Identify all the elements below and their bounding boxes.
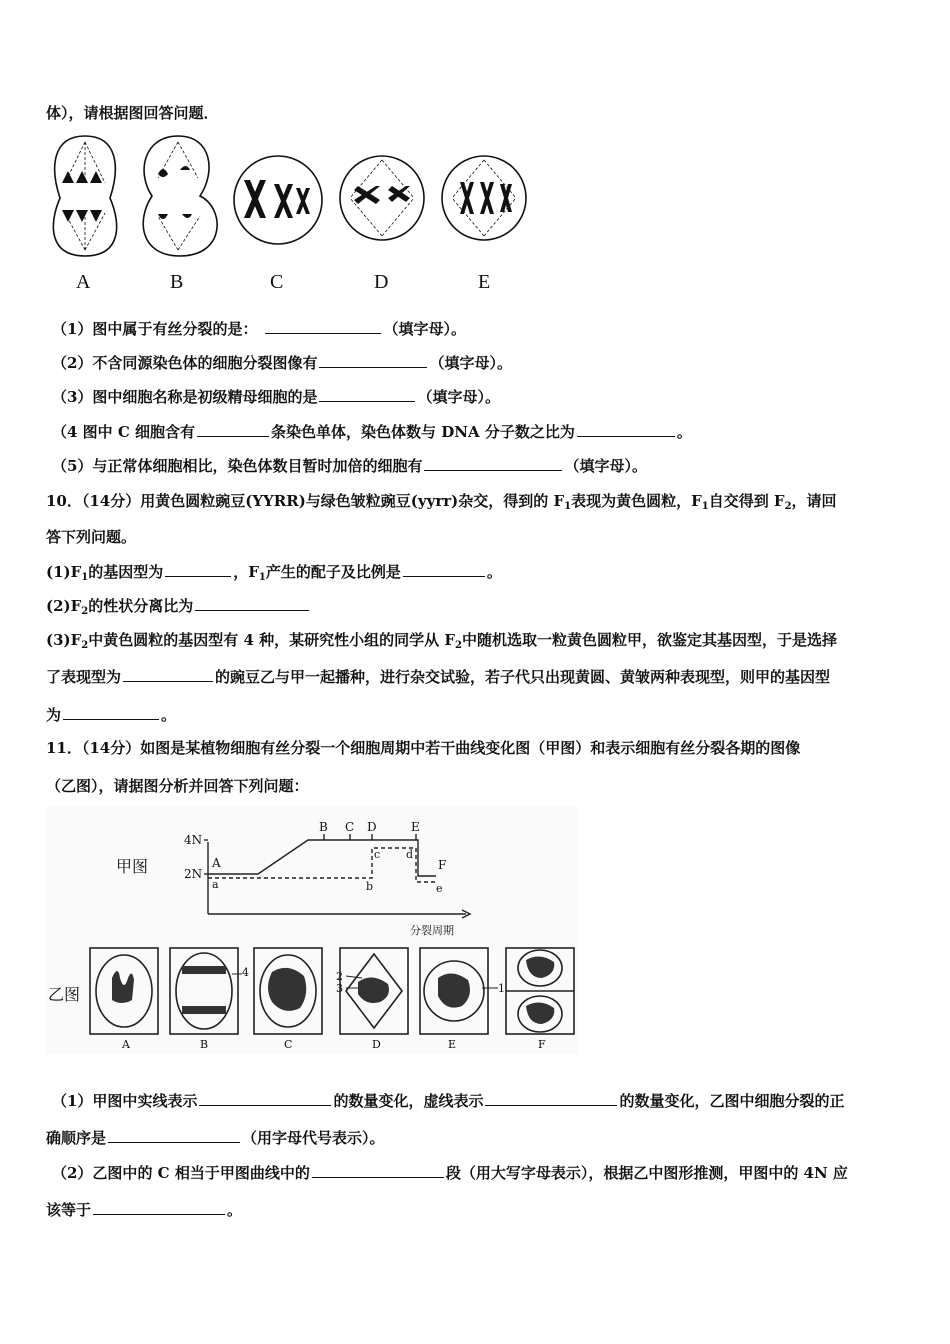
answer-blank[interactable] (195, 596, 309, 611)
q9-p5: （5）与正常体细胞相比，染色体数目暂时加倍的细胞有 （填字母）。 (52, 457, 647, 475)
y-tick-4n: 4N (184, 833, 203, 847)
cell-e (442, 156, 526, 240)
q11-p2-line2: 该等于 。 (46, 1201, 243, 1219)
answer-blank[interactable] (197, 422, 269, 437)
fig1-label-d: D (374, 271, 389, 293)
cell-b (143, 136, 217, 256)
point-c: C (345, 820, 355, 834)
jia-label: 甲图 (116, 857, 149, 876)
annotation-3: 3 (336, 982, 343, 995)
annotation-1: 1 (498, 982, 505, 995)
fig1-label-e: E (478, 271, 491, 293)
q10-stem-line2: 答下列问题。 (46, 528, 137, 546)
dash-point-e: e (436, 882, 443, 895)
cell-label-e: E (448, 1038, 457, 1051)
dash-point-d: d (406, 848, 414, 861)
cell-label-b: B (200, 1038, 209, 1051)
answer-blank[interactable] (199, 1091, 331, 1106)
answer-blank[interactable] (108, 1128, 240, 1143)
answer-blank[interactable] (123, 667, 213, 682)
cell-label-c: C (284, 1038, 293, 1051)
q10-p2: $(2)F_2$的性状分离比为 (46, 596, 311, 622)
answer-blank[interactable] (63, 705, 159, 720)
y-tick-2n: 2N (184, 867, 203, 881)
answer-blank[interactable] (165, 562, 231, 577)
cell-label-a: A (122, 1038, 130, 1051)
dash-point-c: c (374, 848, 381, 861)
fig1-label-a: A (76, 271, 91, 293)
q11-p1-line1: （1）甲图中实线表示 的数量变化，虚线表示 的数量变化，乙图中细胞分裂的正 (52, 1092, 845, 1110)
q11-p1-line2: 确顺序是 （用字母代号表示）。 (46, 1129, 385, 1147)
q10-p1: $(1)F_1$的基因型为 ，$F_1$产生的配子及比例是 。 (46, 563, 502, 583)
x-axis-label: 分裂周期 (410, 924, 454, 937)
q10-p3-line3: 为 。 (46, 706, 177, 724)
yi-label: 乙图 (48, 985, 81, 1004)
point-d: D (367, 820, 377, 834)
dash-point-a: a (212, 878, 219, 891)
point-e: E (411, 820, 420, 834)
q9-p2: （2）不含同源染色体的细胞分裂图像有 （填字母）。 (52, 354, 512, 372)
q9-p4: （4 图中 C 细胞含有 条染色单体，染色体数与 DNA 分子数之比为 。 (52, 423, 692, 441)
q10-stem-line1: 10．（14分）用黄色圆粒豌豆(YYRR)与绿色皱粒豌豆(yyrr)杂交，得到的 $F_1$表现为黄色圆粒，$F_1$自交得到 $F_2$，请回 (46, 492, 837, 512)
q9-p1: （1）图中属于有丝分裂的是： （填字母）。 (52, 320, 466, 338)
annotation-2: 2 (336, 970, 343, 983)
solid-curve (208, 840, 436, 876)
answer-blank[interactable] (424, 456, 562, 471)
dash-point-b: b (366, 880, 374, 893)
answer-blank[interactable] (577, 422, 675, 437)
q11-p2-line1: （2）乙图中的 C 相当于甲图曲线中的 段（用大写字母表示），根据乙中图形推测，甲图中的 4N 应 (52, 1164, 848, 1182)
fig1-label-b: B (170, 271, 184, 293)
answer-blank[interactable] (265, 319, 381, 334)
cell-c (234, 156, 322, 244)
answer-blank[interactable] (93, 1200, 225, 1215)
answer-blank[interactable] (312, 1163, 444, 1178)
answer-blank[interactable] (319, 353, 427, 368)
q11-stem-line1: 11．（14分）如图是某植物细胞有丝分裂一个细胞周期中若干曲线变化图（甲图）和表示细胞有丝分裂各期的图像 (46, 739, 801, 757)
dashed-curve (208, 848, 436, 882)
cell-d (340, 156, 424, 240)
point-b: B (319, 820, 328, 834)
q10-p3-line2: 了表现型为 的豌豆乙与甲一起播种，进行杂交试验，若子代只出现黄圆、黄皱两种表现型，则甲的基因型 (46, 668, 831, 686)
continuation-line: 体），请根据图回答问题． (46, 104, 219, 122)
point-a: A (212, 856, 221, 870)
answer-blank[interactable] (403, 562, 485, 577)
q10-p3-line1: $(3)F_2$中黄色圆粒的基因型有 4 种，某研究性小组的同学从 $F_2$中随机选取一粒黄色圆粒甲，欲鉴定其基因型，于是选择 (46, 631, 837, 651)
fig1-label-c: C (270, 271, 284, 293)
point-f: F (438, 858, 447, 872)
annotation-4: 4 (242, 966, 249, 979)
q9-p3: （3）图中细胞名称是初级精母细胞的是 （填字母）。 (52, 388, 500, 406)
q11-stem-line2: （乙图），请据图分析并回答下列问题： (46, 777, 309, 795)
figure-cell-division (40, 128, 540, 298)
figure-mitosis (46, 806, 578, 1054)
cell-label-d: D (372, 1038, 381, 1051)
answer-blank[interactable] (485, 1091, 617, 1106)
answer-blank[interactable] (319, 387, 415, 402)
cell-label-f: F (538, 1038, 546, 1051)
